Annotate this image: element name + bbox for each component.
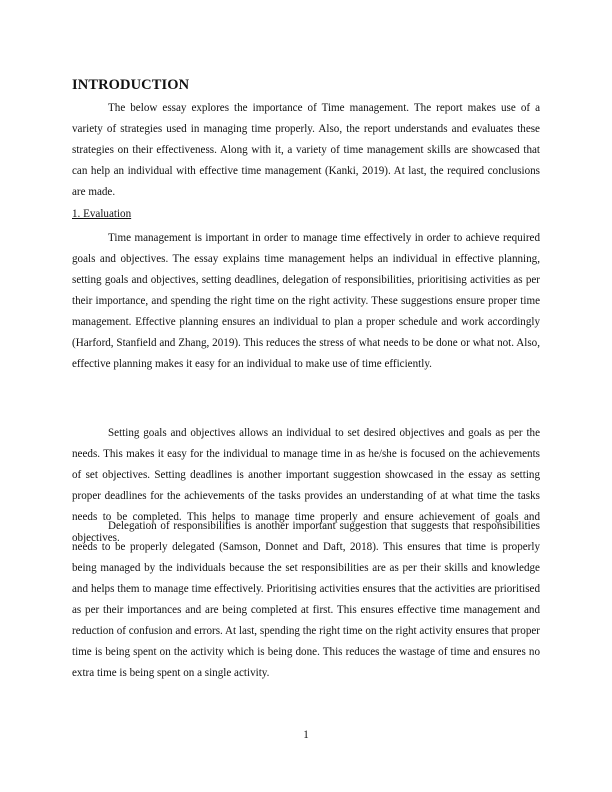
evaluation-paragraph-2: Setting goals and objectives allows an individual to set desired objectives and goals as per the needs. This makes it easy for the individual to manage time in as he/she is focused on the achievements of set objectives. Setting deadlines is another important suggestion showcased in the essay as setting proper deadlines for the achievements of the tasks provides an understanding of at what time the tasks needs to be completed. This helps to manage time properly and ensure achievement of goals and objectives. bbox=[72, 427, 540, 545]
page-heading: INTRODUCTION bbox=[72, 77, 190, 93]
evaluation-paragraph-1: Time management is important in order to manage time effectively in order to achieve required goals and objectives. The essay explains time management helps an individual in effective planning, setting goals and objectives, setting deadlines, delegation of responsibilities, prioritising activities as per their importance, and spending the right time on the right activity. These suggestions ensure proper time management. Effective planning ensures an individual to plan a proper schedule and work accordingly (Harford, Stanfield and Zhang, 2019). This reduces the stress of what needs to be done or what not. Also, effective planning makes it easy for an individual to make use of time efficiently. bbox=[72, 232, 540, 371]
page-number: 1 bbox=[303, 729, 309, 741]
evaluation-paragraph-3: Delegation of responsibilities is another important suggestion that suggests that responsibilities needs to be properly delegated (Samson, Donnet and Daft, 2018). This ensures that time is properly being managed by the individuals because the set responsibilities are as per their skills and knowledge and helps them to manage time effectively. Prioritising activities ensures that the activities are prioritised as per their importances and are being completed at first. This ensures effective time management and reduction of confusion and errors. At last, spending the right time on the right activity ensures that proper time is being spent on the activity which is being done. This reduces the wastage of time and ensures no extra time is being spent on a single activity. bbox=[72, 520, 540, 680]
section-title: 1. Evaluation bbox=[72, 208, 132, 220]
intro-paragraph: The below essay explores the importance of Time management. The report makes use of a variety of strategies used in managing time properly. Also, the report understands and evaluates these strategies on their effectiveness. Along with it, a variety of time management skills are showcased that can help an individual with effective time management (Kanki, 2019). At last, the required conclusions are made. bbox=[72, 102, 540, 199]
